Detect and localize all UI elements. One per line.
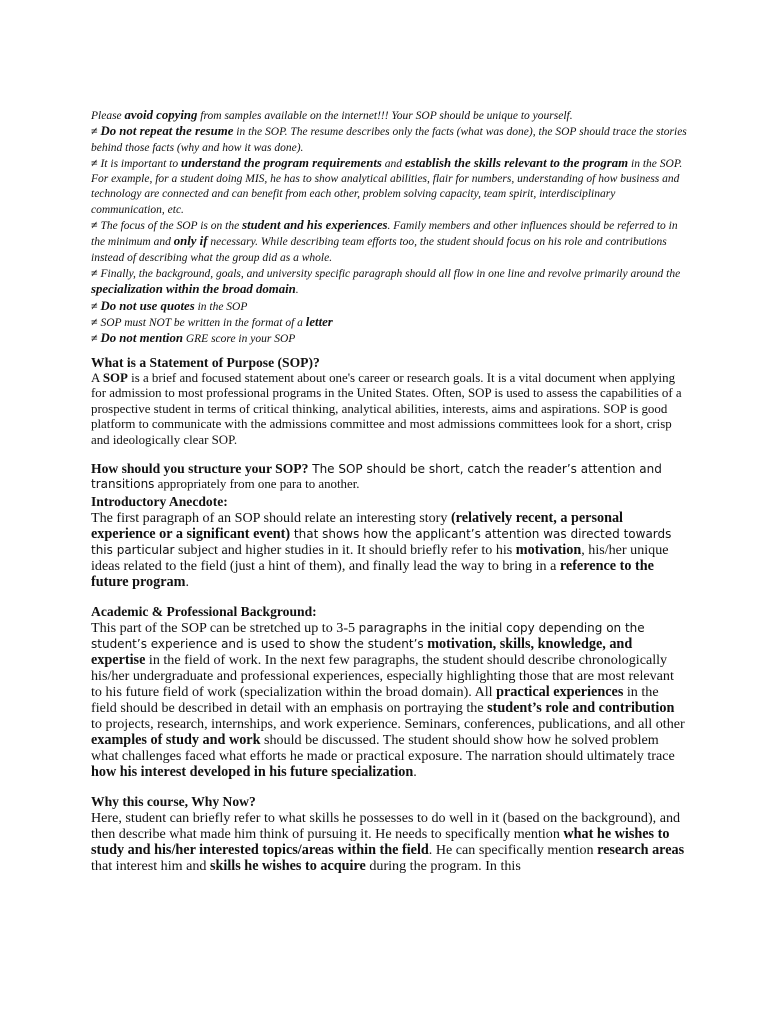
not-equal-icon: ≠ bbox=[91, 265, 98, 280]
heading-structure: How should you structure your SOP? bbox=[91, 461, 309, 477]
sop-tips-block bbox=[91, 108, 687, 347]
not-equal-icon: ≠ bbox=[91, 155, 98, 170]
paragraph-what-is-sop: A SOP is a brief and focused statement about one's career or research goals. It is a vital document when applying for admission to most professional programs in the United States. Often, SOP is used to assess the capabilities of a prospective student in terms of critical thinking, analytical abilities, interests, aims and aspirations. SOP is good platform to communicate with the admissions committee and most admissions committees look for a short, crisp and ideologically clear SOP. bbox=[91, 371, 682, 447]
tip-item-program-requirements: ≠ It is important to understand the program requirements and establish the skills relevant to the program in the SOP. For example, for a student doing MIS, he has to show analytical abilities, flair for numbers, understanding of how business and technology are connected and can benefit from each other, problem solving capacity, team spirit, interdisciplinary communication, etc. bbox=[91, 155, 683, 216]
not-equal-icon: ≠ bbox=[91, 314, 98, 329]
not-equal-icon: ≠ bbox=[91, 298, 98, 313]
heading-what-is-sop: What is a Statement of Purpose (SOP)? bbox=[91, 355, 320, 370]
tip-item-letter: ≠ SOP must NOT be written in the format of a letter bbox=[91, 314, 333, 329]
paragraph-why-this-course: Here, student can briefly refer to what skills he possesses to do well in it (based on the background), and then describe what made him think of pursuing it. He needs to specifically mention what he wishes to study and his/her interested topics/areas within the field. He can specifically mention research areas that interest him and skills he wishes to acquire during the program. In this bbox=[91, 809, 685, 874]
not-equal-icon: ≠ bbox=[91, 218, 98, 233]
paragraph-anecdote: The first paragraph of an SOP should relate an interesting story (relatively recent, a personal experience or a significant event) that shows how the applicant’s attention was directed towards this particular subject and higher studies in it. It should briefly refer to his motivation, his/her unique ideas related to the field (just a hint of them), and finally lead the way to bring in a reference to the future program. bbox=[91, 509, 672, 590]
tip-line-avoid-copying: Please avoid copying from samples available on the internet!!! Your SOP should be unique to yourself. bbox=[91, 108, 573, 122]
tip-item-gre: ≠ Do not mention GRE score in your SOP bbox=[91, 331, 296, 346]
paragraph-structure: How should you structure your SOP? The SOP should be short, catch the reader’s attention and transitions appropriately from one para to another. bbox=[91, 461, 662, 492]
tip-item-focus: ≠ The focus of the SOP is on the student and his experiences. Family members and other influences should be referred to in the minimum and only if necessary. While describing team efforts too, the student should focus on his role and contributions instead of describing what the group did as a whole. bbox=[91, 218, 678, 264]
paragraph-academic: This part of the SOP can be stretched up to 3-5 paragraphs in the initial copy depending on the student’s experience and is used to show the student’s motivation, skills, knowledge, and expertise in the field of work. In the next few paragraphs, the student should describe chronologically his/her undergraduate and professional experiences, especially highlighting those that are most relevant to his future field of work (specialization within the broad domain). All practical experiences in the field should be described in detail with an emphasis on portraying the student’s role and contribution to projects, research, internships, and work experience. Seminars, conferences, publications, and all other examples of study and work should be discussed. The student should show how he solved problem what challenges faced what efforts he made or practical exposure. The narration should ultimately trace how his interest developed in his future specialization. bbox=[91, 619, 685, 780]
sop-main-body bbox=[91, 354, 685, 874]
heading-introductory-anecdote: Introductory Anecdote: bbox=[91, 493, 228, 509]
tip-item-resume: ≠ Do not repeat the resume in the SOP. The resume describes only the facts (what was done), the SOP should trace the stories behind those facts (why and how it was done). bbox=[91, 124, 687, 154]
tip-item-quotes: ≠ Do not use quotes in the SOP bbox=[91, 298, 248, 313]
not-equal-icon: ≠ bbox=[91, 331, 98, 346]
not-equal-icon: ≠ bbox=[91, 124, 98, 139]
heading-why-this-course: Why this course, Why Now? bbox=[91, 793, 256, 809]
tip-item-flow: ≠ Finally, the background, goals, and university specific paragraph should all flow in one line and revolve primarily around the specialization within the broad domain. bbox=[91, 265, 681, 297]
heading-academic-background: Academic & Professional Background: bbox=[91, 603, 317, 619]
